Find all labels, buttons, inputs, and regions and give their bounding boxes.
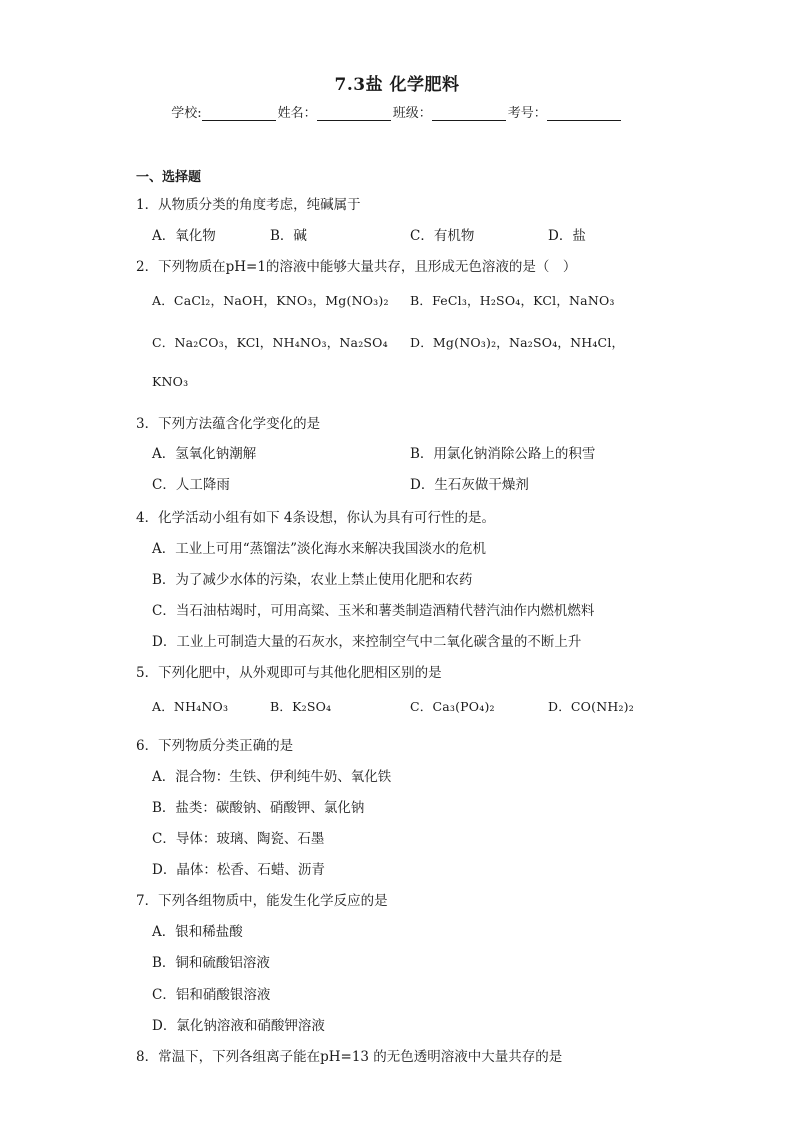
question-4-stem: 4．化学活动小组有如下 4条设想，你认为具有可行性的是。 [136, 510, 495, 526]
question-7-option-d[interactable]: D．氯化钠溶液和硝酸钾溶液 [152, 1018, 325, 1034]
question-4-option-d[interactable]: D．工业上可制造大量的石灰水，来控制空气中二氧化碳含量的不断上升 [152, 634, 582, 650]
question-2-option-d-continued: KNO₃ [152, 374, 189, 389]
question-2-option-d[interactable]: D．Mg(NO₃)₂，Na₂SO₄，NH₄Cl， [410, 335, 625, 350]
exam-number-blank[interactable] [547, 106, 621, 121]
section-heading: 一、选择题 [136, 170, 202, 185]
question-6-option-a[interactable]: A．混合物：生铁、伊利纯牛奶、氧化铁 [152, 769, 392, 785]
question-1-option-c[interactable]: C．有机物 [410, 228, 475, 244]
question-2-option-a[interactable]: A．CaCl₂，NaOH，KNO₃，Mg(NO₃)₂ [152, 293, 389, 308]
question-6-option-d[interactable]: D．晶体：松香、石蜡、沥青 [152, 862, 325, 878]
question-3-option-a[interactable]: A．氢氧化钠潮解 [152, 446, 257, 462]
question-1-option-b[interactable]: B．碱 [270, 228, 307, 244]
question-4-option-c[interactable]: C．当石油枯竭时，可用高粱、玉米和薯类制造酒精代替汽油作内燃机燃料 [152, 603, 595, 619]
question-3-option-c[interactable]: C．人工降雨 [152, 477, 230, 493]
question-2-option-b[interactable]: B．FeCl₃，H₂SO₄，KCl，NaNO₃ [410, 293, 615, 308]
question-3-option-b[interactable]: B．用氯化钠消除公路上的积雪 [410, 446, 596, 462]
exam-number-field: 考号： [508, 102, 623, 121]
question-3-stem: 3．下列方法蕴含化学变化的是 [136, 416, 321, 432]
question-6-stem: 6．下列物质分类正确的是 [136, 738, 294, 754]
student-info-line [0, 102, 794, 121]
school-field: 学校: [171, 102, 277, 121]
question-4-option-b[interactable]: B．为了减少水体的污染，农业上禁止使用化肥和农药 [152, 572, 473, 588]
question-5-option-a[interactable]: A．NH₄NO₃ [152, 699, 229, 714]
class-field: 班级： [393, 102, 508, 121]
question-1-option-d[interactable]: D．盐 [548, 228, 586, 244]
question-3-option-d[interactable]: D．生石灰做干燥剂 [410, 477, 529, 493]
name-field: 姓名： [278, 102, 393, 121]
question-7-stem: 7．下列各组物质中，能发生化学反应的是 [136, 893, 388, 909]
question-5-option-c[interactable]: C．Ca₃(PO₄)₂ [410, 699, 495, 714]
question-1-option-a[interactable]: A．氧化物 [152, 228, 216, 244]
question-6-option-c[interactable]: C．导体：玻璃、陶瓷、石墨 [152, 831, 325, 847]
name-blank[interactable] [317, 106, 391, 121]
question-7-option-a[interactable]: A．银和稀盐酸 [152, 924, 243, 940]
page-title: 7.3盐 化学肥料 [334, 75, 460, 95]
question-5-option-b[interactable]: B．K₂SO₄ [270, 699, 332, 714]
question-1-stem: 1．从物质分类的角度考虑，纯碱属于 [136, 197, 361, 213]
question-7-option-b[interactable]: B．铜和硫酸铝溶液 [152, 955, 270, 971]
question-2-option-c[interactable]: C．Na₂CO₃，KCl，NH₄NO₃，Na₂SO₄ [152, 335, 388, 350]
question-5-stem: 5．下列化肥中，从外观即可与其他化肥相区别的是 [136, 665, 442, 681]
question-8-stem: 8．常温下，下列各组离子能在pH=13 的无色透明溶液中大量共存的是 [136, 1049, 563, 1065]
question-5-option-d[interactable]: D．CO(NH₂)₂ [548, 699, 634, 714]
question-4-option-a[interactable]: A．工业上可用“蒸馏法”淡化海水来解决我国淡水的危机 [152, 541, 487, 557]
question-6-option-b[interactable]: B．盐类：碳酸钠、硝酸钾、氯化钠 [152, 800, 365, 816]
question-7-option-c[interactable]: C．铝和硝酸银溶液 [152, 987, 271, 1003]
question-2-stem: 2．下列物质在pH=1的溶液中能够大量共存，且形成无色溶液的是（ ） [136, 259, 577, 275]
school-blank[interactable] [202, 106, 276, 121]
class-blank[interactable] [432, 106, 506, 121]
